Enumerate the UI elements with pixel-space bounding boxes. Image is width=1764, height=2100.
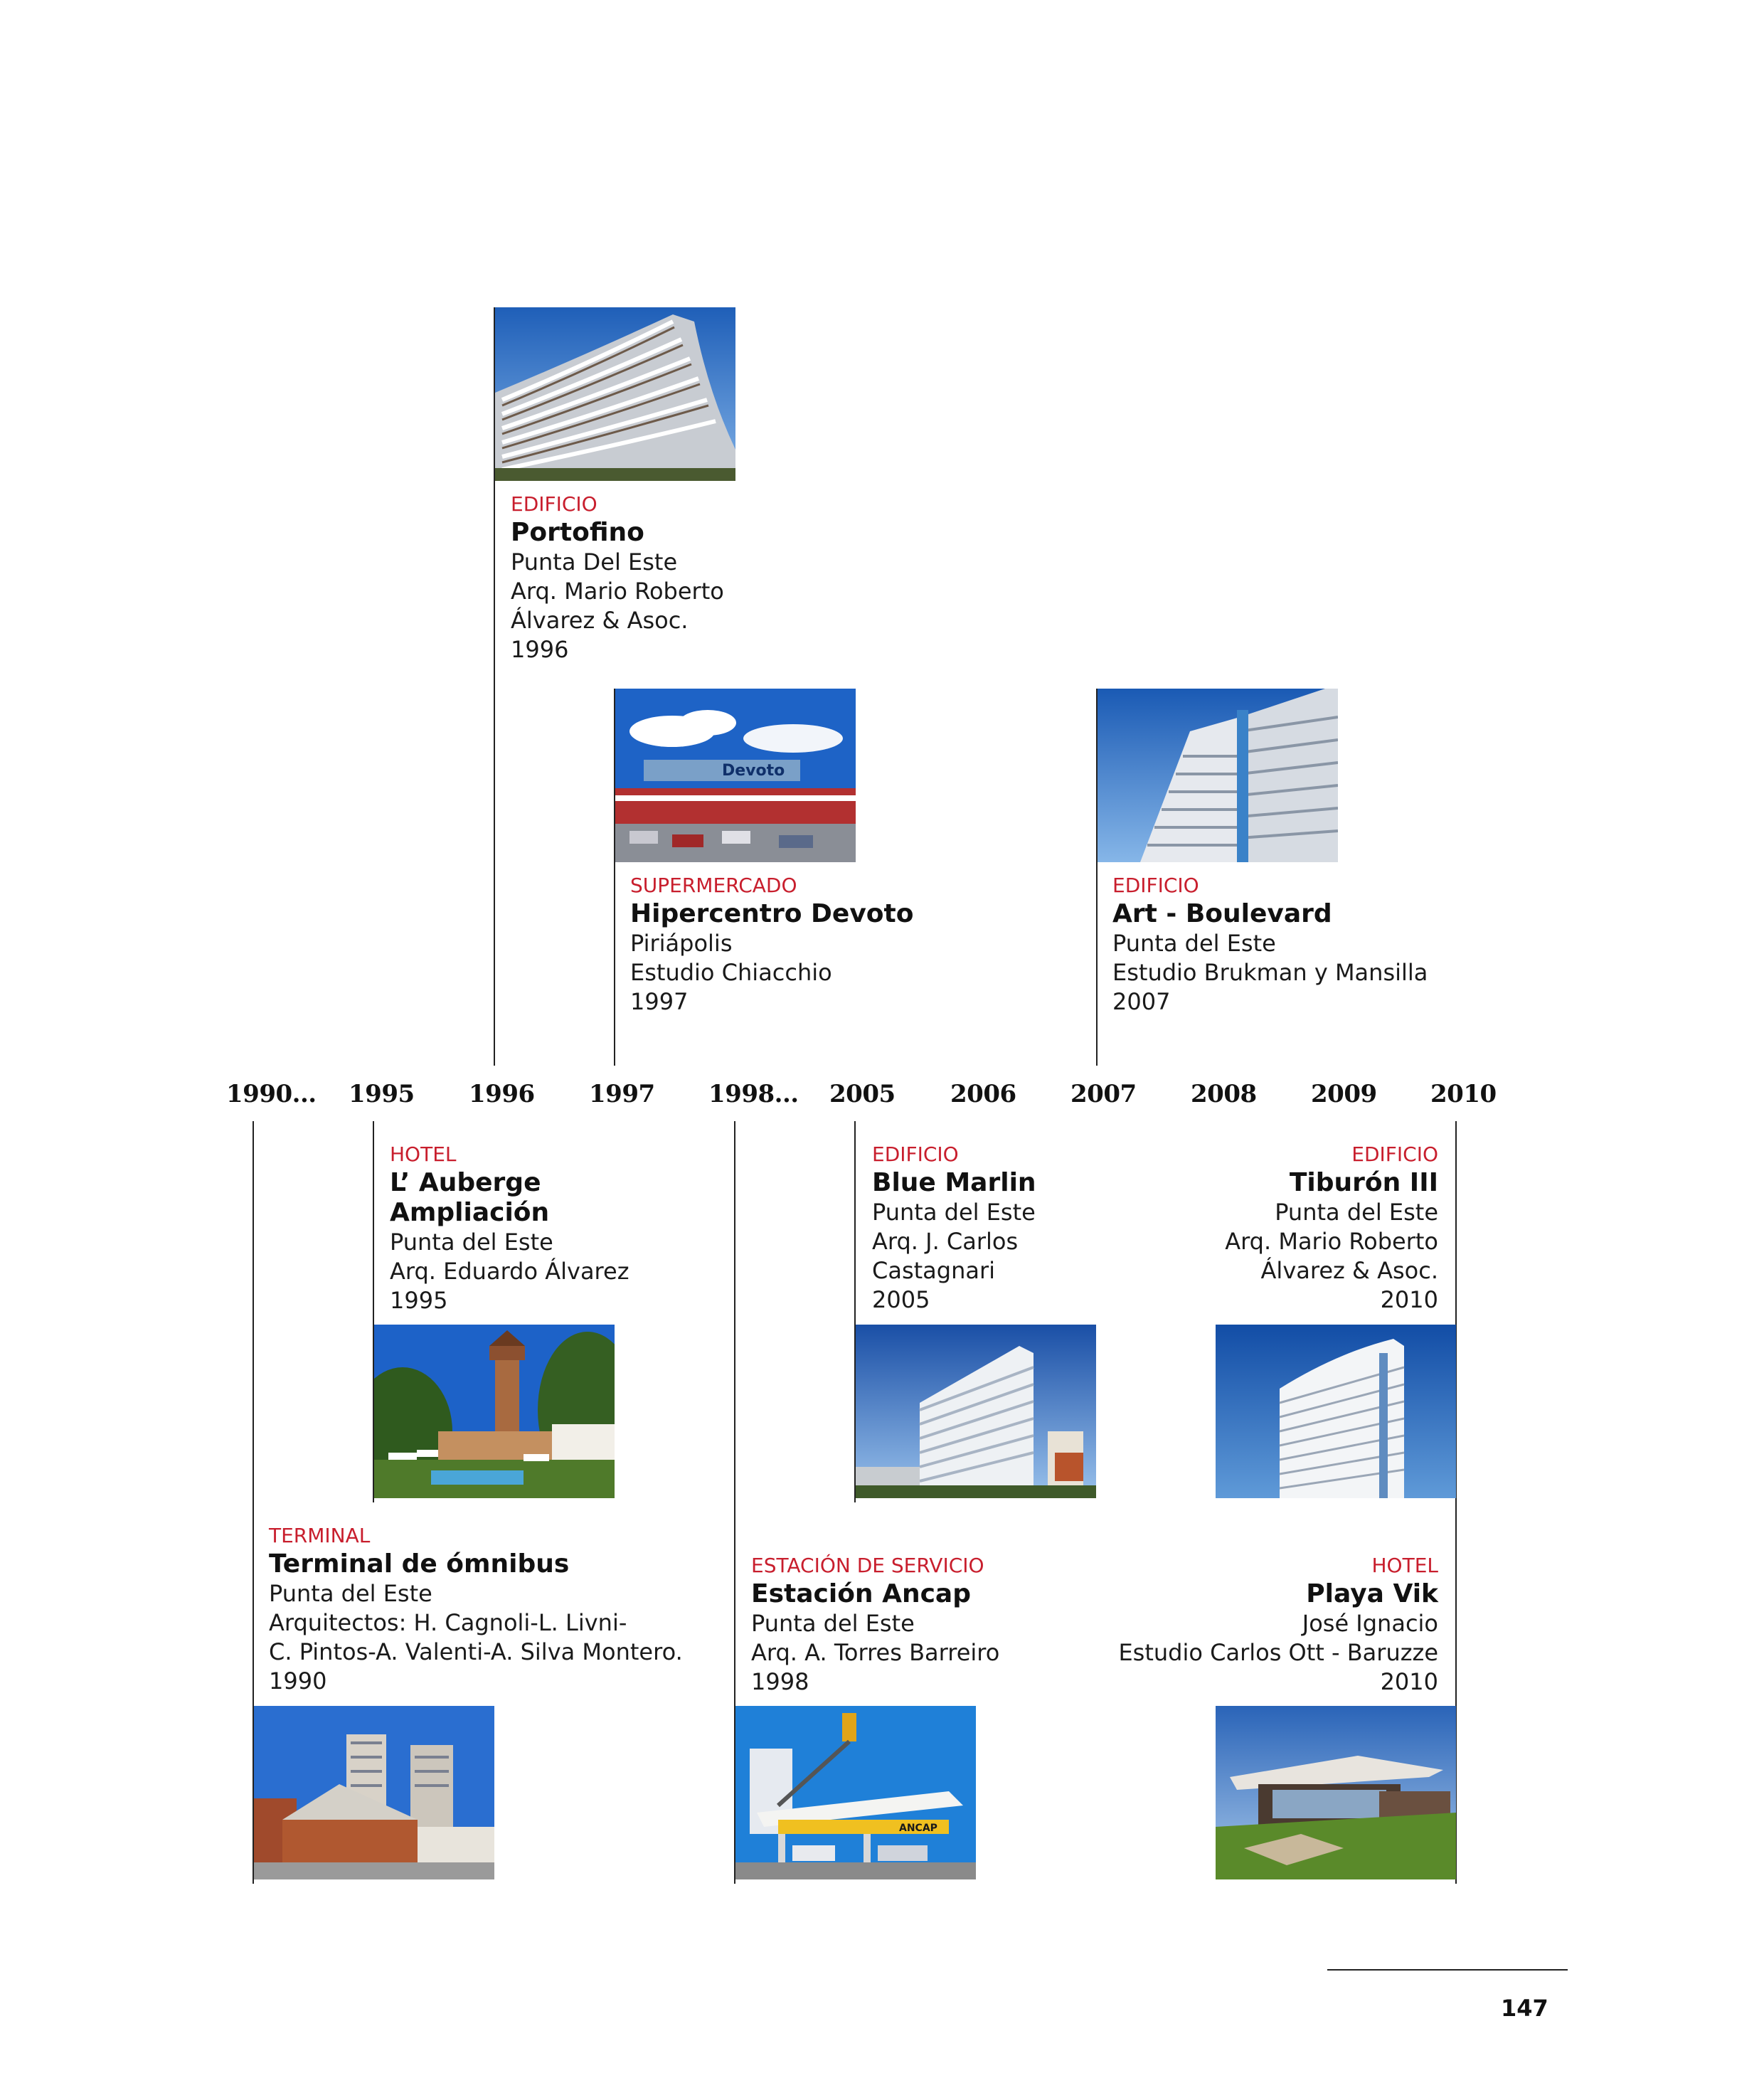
location: Punta del Este xyxy=(1112,930,1276,957)
category-label: SUPERMERCADO xyxy=(630,874,797,897)
year: 2007 xyxy=(1112,988,1171,1015)
terminal-photo xyxy=(254,1706,494,1879)
ancap-photo xyxy=(735,1706,976,1879)
year: 1996 xyxy=(511,636,569,663)
category-label: EDIFICIO xyxy=(872,1142,959,1166)
category-label: TERMINAL xyxy=(269,1524,371,1547)
project-name: Portofino xyxy=(511,518,644,547)
architect: Álvarez & Asoc. xyxy=(1260,1257,1438,1284)
entry-bluemarlin xyxy=(872,1141,1036,1315)
year-label: 2008 xyxy=(1191,1080,1257,1108)
entry-terminal xyxy=(269,1522,683,1696)
year-label: 2007 xyxy=(1070,1080,1137,1108)
location: Punta del Este xyxy=(751,1610,915,1637)
year: 1990 xyxy=(269,1667,327,1695)
project-name: Hipercentro Devoto xyxy=(630,899,914,928)
project-name: Playa Vik xyxy=(1306,1579,1438,1608)
category-label: EDIFICIO xyxy=(1351,1142,1438,1166)
project-name: Ampliación xyxy=(390,1198,550,1227)
tiburon-photo xyxy=(1216,1325,1456,1498)
project-name: Terminal de ómnibus xyxy=(269,1549,570,1579)
year: 1998 xyxy=(751,1668,809,1695)
year-label: 1997 xyxy=(589,1080,655,1108)
project-name: Tiburón III xyxy=(1289,1168,1438,1197)
entry-playavik xyxy=(1118,1552,1438,1697)
auberge-photo xyxy=(374,1325,615,1498)
location: Piriápolis xyxy=(630,930,733,957)
architect: Estudio Chiacchio xyxy=(630,959,832,986)
year-label: 1995 xyxy=(349,1080,415,1108)
entry-auberge xyxy=(390,1141,629,1315)
category-label: EDIFICIO xyxy=(1112,874,1199,897)
year: 2005 xyxy=(872,1286,930,1313)
project-name: Art - Boulevard xyxy=(1112,899,1332,928)
architect: Estudio Brukman y Mansilla xyxy=(1112,959,1428,986)
architect: Castagnari xyxy=(872,1257,996,1284)
portofino-photo xyxy=(495,307,735,481)
playavik-photo xyxy=(1216,1706,1456,1879)
architect: Arq. J. Carlos xyxy=(872,1228,1019,1255)
year-label: 1998... xyxy=(708,1080,799,1108)
year: 1997 xyxy=(630,988,689,1015)
year-label: 1990... xyxy=(226,1080,317,1108)
year-label: 2005 xyxy=(829,1080,896,1108)
entry-devoto xyxy=(630,872,913,1017)
project-name: L’ Auberge xyxy=(390,1168,541,1197)
year-label: 1996 xyxy=(469,1080,535,1108)
project-name: Blue Marlin xyxy=(872,1168,1036,1197)
year-label: 2010 xyxy=(1430,1080,1497,1108)
ancap-sign-text: ANCAP xyxy=(899,1823,937,1834)
year: 2010 xyxy=(1380,1286,1438,1313)
location: Punta del Este xyxy=(872,1199,1036,1226)
architect: Arquitectos: H. Cagnoli-L. Livni- xyxy=(269,1609,627,1636)
architect: Álvarez & Asoc. xyxy=(511,607,689,634)
architect: Arq. Mario Roberto xyxy=(511,578,724,605)
location: Punta Del Este xyxy=(511,548,678,576)
year-label: 2009 xyxy=(1311,1080,1377,1108)
project-name: Estación Ancap xyxy=(751,1579,971,1608)
year-label: 2006 xyxy=(950,1080,1016,1108)
entry-portofino xyxy=(511,491,724,664)
category-label: ESTACIÓN DE SERVICIO xyxy=(751,1554,984,1577)
location: Punta del Este xyxy=(390,1229,553,1256)
entry-tiburon xyxy=(1225,1141,1438,1315)
architect: C. Pintos-A. Valenti-A. Silva Montero. xyxy=(269,1638,683,1665)
bluemarlin-photo xyxy=(856,1325,1096,1498)
architect: Arq. A. Torres Barreiro xyxy=(751,1639,1000,1666)
architect: Estudio Carlos Ott - Baruzze xyxy=(1118,1639,1438,1666)
category-label: EDIFICIO xyxy=(511,492,597,516)
location: José Ignacio xyxy=(1302,1610,1438,1637)
entry-artboulevard xyxy=(1112,872,1428,1017)
location: Punta del Este xyxy=(269,1580,432,1607)
category-label: HOTEL xyxy=(390,1142,457,1166)
page-number: 147 xyxy=(1501,1995,1548,2022)
category-label: HOTEL xyxy=(1371,1554,1438,1577)
architect: Arq. Eduardo Álvarez xyxy=(390,1258,629,1285)
architect: Arq. Mario Roberto xyxy=(1225,1228,1438,1255)
devoto-sign-text: Devoto xyxy=(722,762,785,780)
artboulevard-photo xyxy=(1098,689,1338,862)
devoto-photo xyxy=(615,689,856,862)
year: 1995 xyxy=(390,1287,448,1314)
footer-rule xyxy=(1327,1969,1568,1971)
location: Punta del Este xyxy=(1275,1199,1438,1226)
entry-ancap xyxy=(751,1552,999,1697)
year: 2010 xyxy=(1380,1668,1438,1695)
